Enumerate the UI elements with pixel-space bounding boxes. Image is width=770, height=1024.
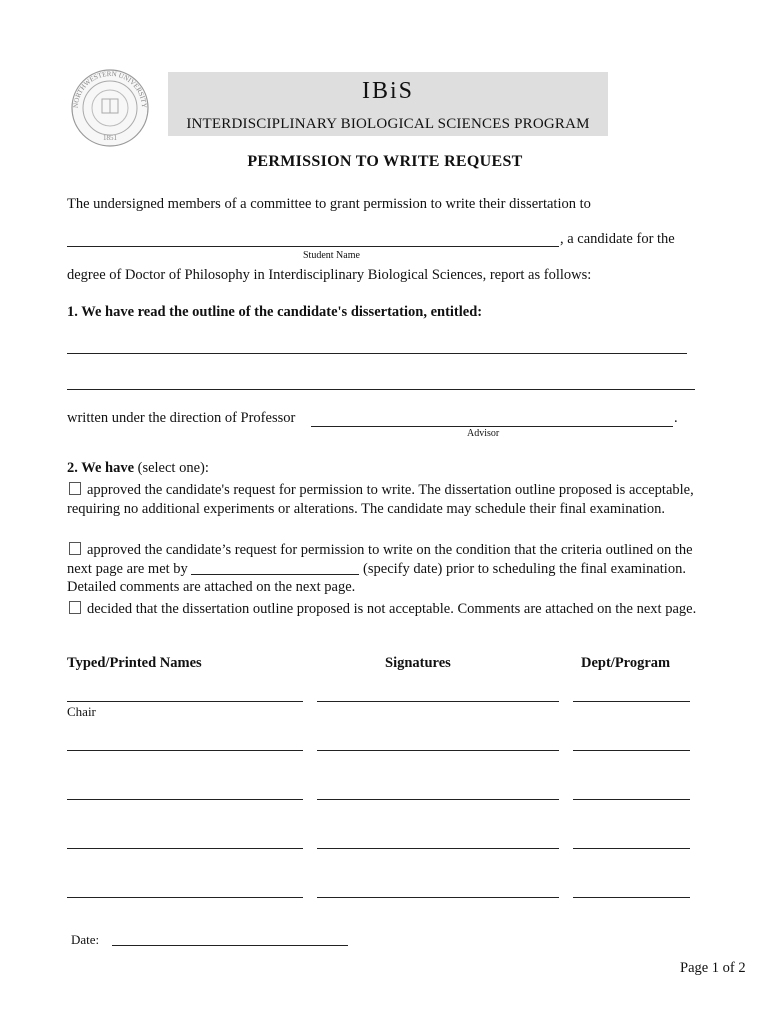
dissertation-title-line-2[interactable] xyxy=(67,389,695,390)
intro-text: The undersigned members of a committee to grant permission to write their dissertation to xyxy=(67,196,591,212)
signature-field[interactable] xyxy=(317,701,559,702)
name-field[interactable] xyxy=(67,848,303,849)
program-acronym: IBiS xyxy=(361,78,414,104)
dept-field[interactable] xyxy=(573,897,690,898)
section2-title-rest: (select one): xyxy=(137,460,209,476)
header-typed-names: Typed/Printed Names xyxy=(67,655,202,671)
student-name-field[interactable] xyxy=(67,246,559,247)
name-field[interactable] xyxy=(67,799,303,800)
option-conditional-checkbox[interactable] xyxy=(69,542,81,555)
option-approved xyxy=(67,481,707,518)
signature-field[interactable] xyxy=(317,897,559,898)
header-signatures: Signatures xyxy=(385,655,451,671)
seal-year: 1851 xyxy=(103,134,117,142)
option-approved-checkbox[interactable] xyxy=(69,482,81,495)
specify-date-field[interactable] xyxy=(191,562,359,575)
date-field[interactable] xyxy=(112,945,348,946)
option-conditional-text-before: approved the candidate’s request for permission to write on the condition that the criteria outlined on the next page are met by xyxy=(67,542,693,577)
candidate-suffix: , a candidate for the xyxy=(560,231,675,247)
student-name-label: Student Name xyxy=(303,250,360,261)
section1-title: 1. We have read the outline of the candidate's dissertation, entitled: xyxy=(67,304,483,320)
chair-label: Chair xyxy=(67,704,96,719)
northwestern-seal xyxy=(64,68,156,148)
dept-field[interactable] xyxy=(573,750,690,751)
advisor-period: . xyxy=(674,410,678,426)
program-name: INTERDISCIPLINARY BIOLOGICAL SCIENCES PROGRAM xyxy=(186,116,590,132)
option-conditional-text-after: (specify date) prior to scheduling the final examination. Detailed comments are attached on the next page. xyxy=(67,560,686,595)
form-title: PERMISSION TO WRITE REQUEST xyxy=(247,153,523,170)
name-field[interactable] xyxy=(67,897,303,898)
option-approved-text: approved the candidate's request for permission to write. The dissertation outline proposed is acceptable, requiring no additional experiments or alterations. The candidate may schedule their final examination. xyxy=(67,482,694,517)
date-label: Date: xyxy=(71,932,100,947)
advisor-label: Advisor xyxy=(467,428,500,439)
program-banner xyxy=(168,72,608,136)
signature-field[interactable] xyxy=(317,750,559,751)
dept-field[interactable] xyxy=(573,799,690,800)
dissertation-title-line-1[interactable] xyxy=(67,353,687,354)
direction-text: written under the direction of Professor xyxy=(67,410,296,426)
degree-text: degree of Doctor of Philosophy in Interdisciplinary Biological Sciences, report as follows: xyxy=(67,267,592,283)
option-not-acceptable-checkbox[interactable] xyxy=(69,601,81,614)
page-number: Page 1 of 2 xyxy=(680,960,746,976)
option-not-acceptable xyxy=(67,600,707,619)
option-conditional xyxy=(67,541,707,597)
option-not-acceptable-text: decided that the dissertation outline proposed is not acceptable. Comments are attached on the next page. xyxy=(87,601,697,617)
dept-field[interactable] xyxy=(573,848,690,849)
name-field[interactable] xyxy=(67,750,303,751)
seal-top-text: NORTHWESTERN UNIVERSITY xyxy=(71,69,149,109)
signature-field[interactable] xyxy=(317,799,559,800)
section2-title xyxy=(67,459,707,478)
advisor-field[interactable] xyxy=(311,426,673,427)
name-field[interactable] xyxy=(67,701,303,702)
dept-field[interactable] xyxy=(573,701,690,702)
signature-field[interactable] xyxy=(317,848,559,849)
header-dept-program: Dept/Program xyxy=(581,655,671,671)
section2-title-bold: 2. We have xyxy=(67,460,134,476)
